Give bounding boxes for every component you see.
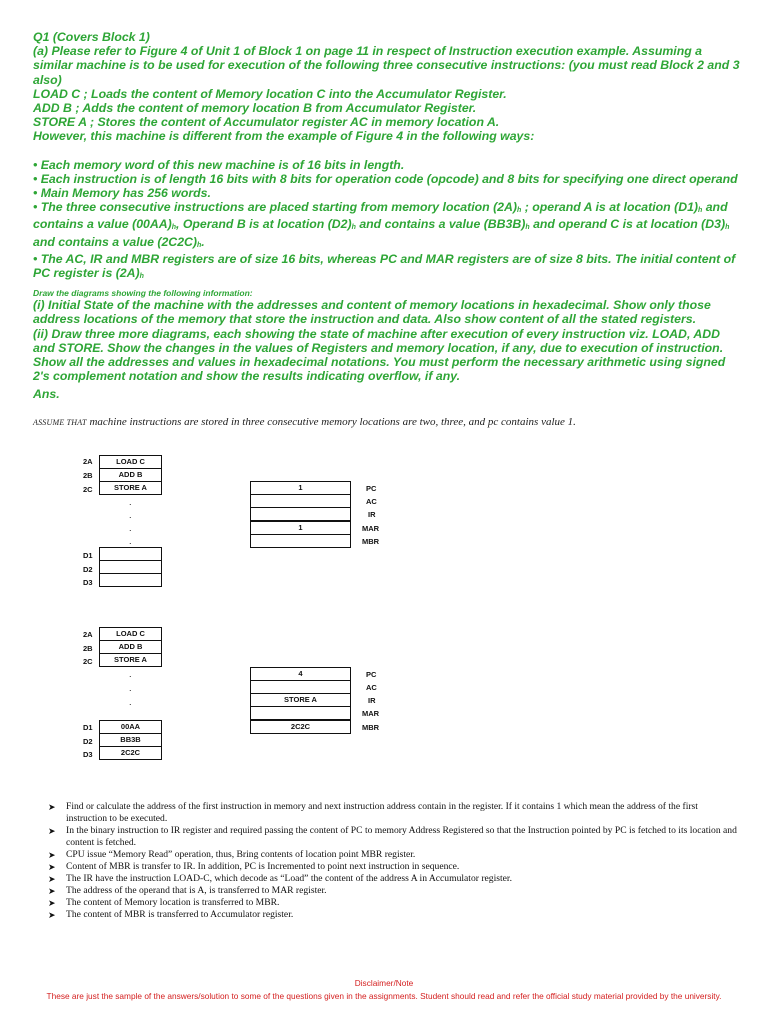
- question-block: [33, 30, 743, 383]
- register-cell: [250, 507, 351, 521]
- disclaimer-text: These are just the sample of the answers/solution to some of the questions given in the assignments. Student should read and refer the official study material provided by the university.: [46, 990, 722, 1001]
- ellipsis-dot: .: [129, 497, 132, 507]
- register-label: MBR: [362, 723, 380, 732]
- memory-address: 2B: [83, 471, 93, 480]
- arrow-bullet-icon: ➤: [48, 874, 56, 884]
- memory-cell: BB3B: [99, 733, 162, 747]
- memory-cell: LOAD C: [99, 627, 162, 641]
- register-label: IR: [368, 510, 376, 519]
- ellipsis-dot: .: [129, 683, 132, 693]
- list-item: ➤ In the binary instruction to IR register and required passing the content of PC to memory Address Registered so that the Instruction pointed by PC is fetched to its location and content is fetched.: [48, 825, 737, 848]
- ellipsis-dot: .: [129, 669, 132, 679]
- register-label: MAR: [362, 524, 380, 533]
- register-label: AC: [366, 683, 377, 692]
- arrow-bullet-icon: ➤: [48, 862, 56, 872]
- store-instruction: STORE A ; Stores the content of Accumulator register AC in memory location A.: [33, 115, 500, 130]
- bullet-instruction-length: • Each instruction is of length 16 bits with 8 bits for operation code (opcode) and 8 bits for specifying one direct operand: [33, 171, 738, 186]
- answer-label: Ans.: [33, 387, 60, 401]
- memory-cell: STORE A: [99, 481, 162, 495]
- memory-address: D3: [83, 750, 93, 759]
- memory-cell: [99, 573, 162, 587]
- memory-cell: 2C2C: [99, 746, 162, 760]
- register-cell: 1: [250, 481, 351, 495]
- list-item: ➤ Find or calculate the address of the first instruction in memory and next instruction address contain in the register. If it contains 1 which mean the address of the first instruction to be executed.: [48, 801, 698, 824]
- disclaimer: [20, 977, 748, 1002]
- memory-cell: [99, 547, 162, 561]
- list-item: ➤ The content of Memory location is transferred to MBR.: [48, 897, 280, 908]
- memory-address: 2C: [83, 657, 93, 666]
- memory-address: D2: [83, 737, 93, 746]
- register-cell: 2C2C: [250, 720, 351, 734]
- register-cell: [250, 494, 351, 508]
- assumption-line: [33, 416, 576, 428]
- ellipsis-dot: .: [129, 536, 132, 546]
- list-item: ➤ The content of MBR is transferred to Accumulator register.: [48, 909, 294, 920]
- draw-note: Draw the diagrams showing the following information:: [33, 288, 253, 299]
- arrow-bullet-icon: ➤: [48, 910, 56, 920]
- register-label: MAR: [362, 709, 380, 718]
- assume-caps: ASSUME THAT: [33, 418, 87, 427]
- ellipsis-dot: .: [129, 697, 132, 707]
- bullet-main-memory: • Main Memory has 256 words.: [33, 186, 211, 201]
- register-label: PC: [366, 484, 377, 493]
- list-item: ➤ CPU issue “Memory Read” operation, thus, Bring contents of location point MBR register.: [48, 849, 416, 860]
- register-cell: [250, 534, 351, 548]
- part-i: (i) Initial State of the machine with the addresses and content of memory locations in hexadecimal. Show only those address locations of the memory that store the instruction and data. Also show content of all the stated registers.: [33, 298, 711, 327]
- register-cell: [250, 706, 351, 720]
- register-cell: STORE A: [250, 693, 351, 707]
- assume-text: machine instructions are stored in three consecutive memory locations are two, three, and pc contains value 1.: [86, 416, 576, 428]
- list-item: ➤ The address of the operand that is A, is transferred to MAR register.: [48, 885, 327, 896]
- register-cell: 1: [250, 521, 351, 535]
- question-title: Q1 (Covers Block 1): [33, 30, 150, 44]
- memory-cell: LOAD C: [99, 455, 162, 469]
- memory-address: D1: [83, 551, 93, 560]
- arrow-bullet-icon: ➤: [48, 886, 56, 896]
- memory-cell: [99, 560, 162, 574]
- bullet-registers: • The AC, IR and MBR registers are of size 16 bits, whereas PC and MAR registers are of size 8 bits. The initial content of PC register is $(2A)_h$: [33, 251, 736, 281]
- arrow-bullet-icon: ➤: [48, 898, 56, 908]
- register-label: AC: [366, 497, 377, 506]
- question-part-a: (a) Please refer to Figure 4 of Unit 1 of Block 1 on page 11 in respect of Instruction execution example. Assuming a similar machine is to be used for execution of the following three consecutive instructions: (you must read Block 2 and 3 also): [33, 44, 740, 87]
- memory-address: 2B: [83, 644, 93, 653]
- register-label: PC: [366, 670, 377, 679]
- register-cell: 4: [250, 667, 351, 681]
- load-instruction: LOAD C ; Loads the content of Memory location C into the Accumulator Register.: [33, 86, 507, 101]
- memory-cell: 00AA: [99, 720, 162, 734]
- ellipsis-dot: .: [129, 510, 132, 520]
- list-item: ➤ The IR have the instruction LOAD-C, which decode as “Load” the content of the address A in Accumulator register.: [48, 873, 512, 884]
- register-label: MBR: [362, 537, 380, 546]
- arrow-bullet-icon: ➤: [48, 850, 56, 860]
- memory-address: D1: [83, 723, 93, 732]
- add-instruction: ADD B ; Adds the content of memory location B from Accumulator Register.: [33, 101, 477, 116]
- part-ii: (ii) Draw three more diagrams, each showing the state of machine after execution of every instruction viz. LOAD, ADD and STORE. Show the changes in the values of Registers and memory location, if any, due to execution of instruction. Show all the addresses and values in hexadecimal notations. You must perform the necessary arithmetic using signed 2's complement notation and show the results indicating overflow, if any.: [33, 326, 726, 384]
- memory-address: 2A: [83, 630, 93, 639]
- memory-cell: ADD B: [99, 640, 162, 654]
- memory-address: D3: [83, 578, 93, 587]
- arrow-bullet-icon: ➤: [48, 826, 56, 836]
- arrow-bullet-icon: ➤: [48, 802, 56, 812]
- memory-cell: ADD B: [99, 468, 162, 482]
- memory-address: 2A: [83, 457, 93, 466]
- register-cell: [250, 680, 351, 694]
- disclaimer-title: Disclaimer/Note: [354, 978, 414, 988]
- bullet-locations: • The three consecutive instructions are placed starting from memory location $(2A)_h$ ; operand A is at location $(D1)_h$ and contains a value $(00AA)_h$, Operand B is at location $(D2)_h$ and contains a value $(BB3B)_h$ and operand C is at location $(D3)_h$ and contains a value $(2C2C)_h$.: [33, 200, 730, 249]
- register-label: IR: [368, 696, 376, 705]
- execution-steps-list: [48, 801, 738, 921]
- differences-intro: However, this machine is different from the example of Figure 4 in the following ways:: [33, 129, 535, 144]
- memory-cell: STORE A: [99, 653, 162, 667]
- ellipsis-dot: .: [129, 523, 132, 533]
- memory-address: 2C: [83, 485, 93, 494]
- list-item: ➤ Content of MBR is transfer to IR. In addition, PC is Incremented to point next instruction in sequence.: [48, 861, 460, 872]
- memory-address: D2: [83, 565, 93, 574]
- bullet-word-length: • Each memory word of this new machine is of 16 bits in length.: [33, 157, 405, 172]
